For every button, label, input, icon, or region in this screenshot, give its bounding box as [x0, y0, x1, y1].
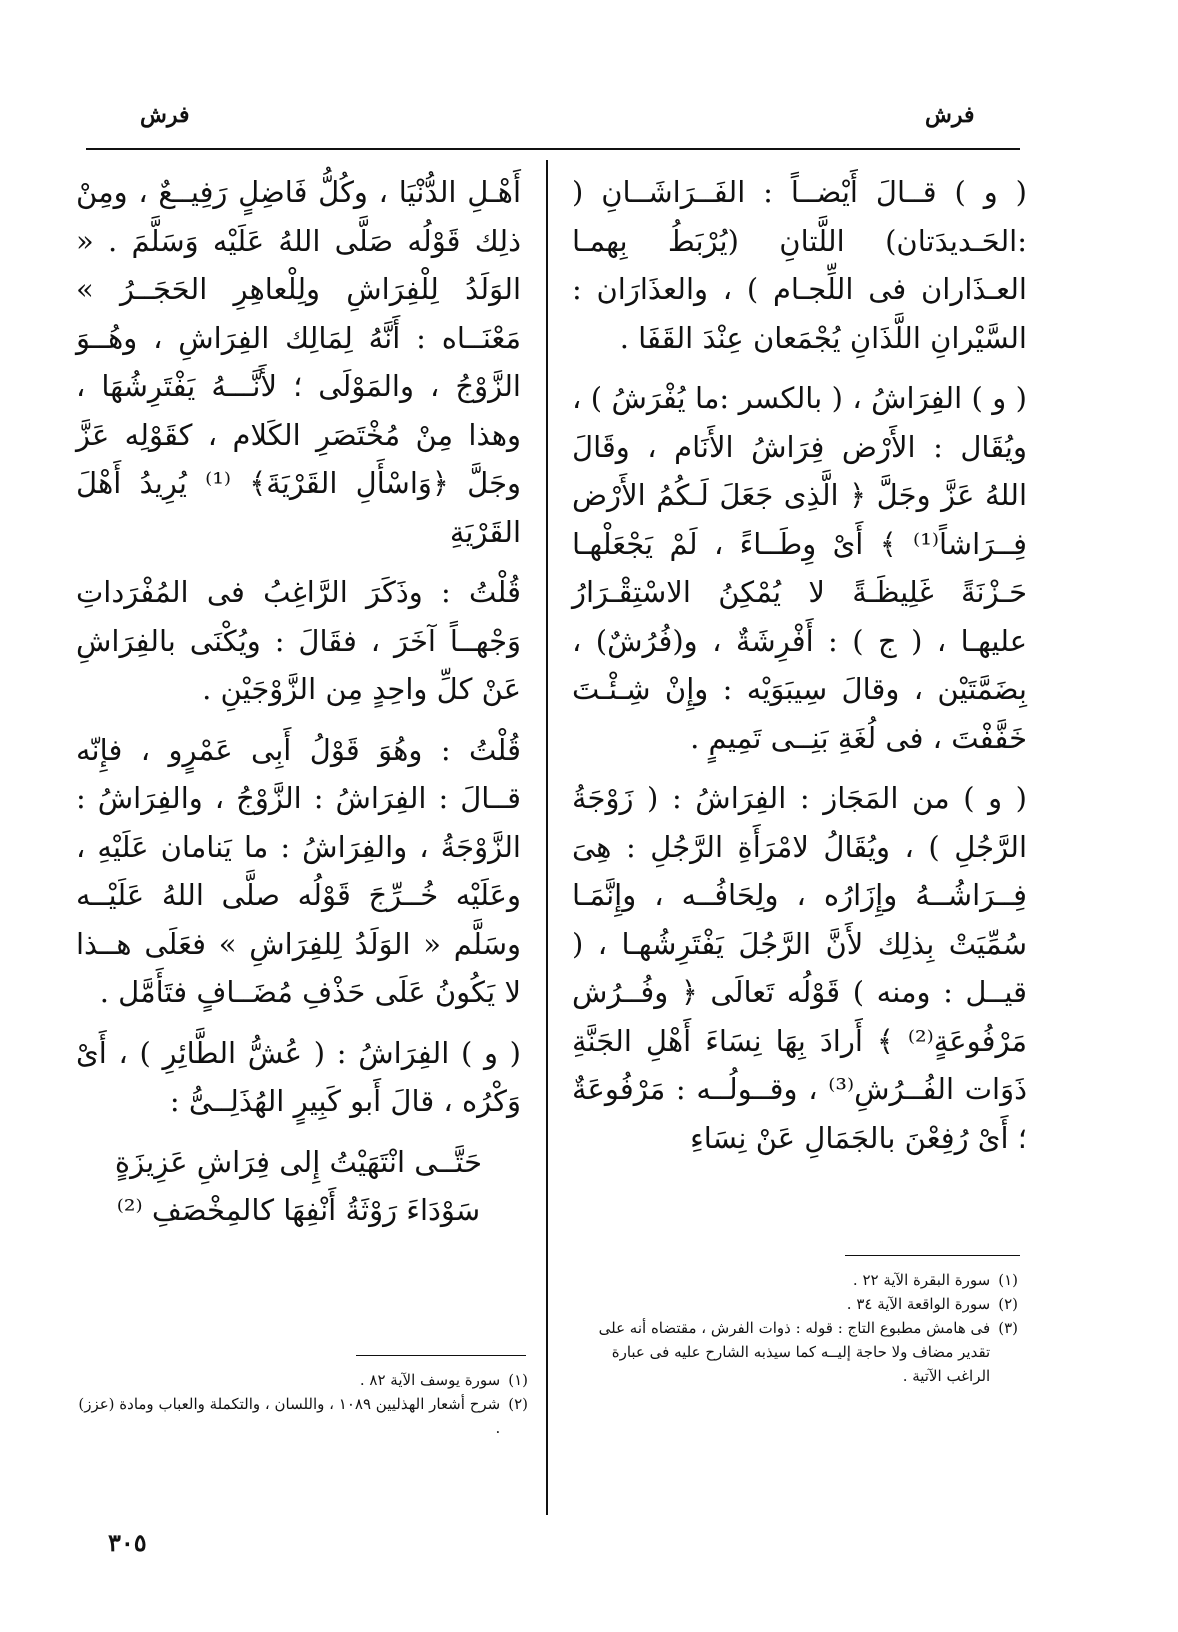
paragraph: ( و ) قــالَ أَيْضــاً : الفَــرَاشَــانِ ( :الحَـديدَتان) اللَّتانِ (يُرْبَطُ بِهمـا العـذَاران فى اللِّجـام ) ، والعذَارَان : السَّيْرانِ اللَّذَانِ يُجْمَعان عِنْدَ القَفَا .: [572, 175, 1027, 355]
footnote: [78, 1392, 528, 1440]
paragraph: ( و ) الفِرَاشُ : ( عُشُّ الطَّائِرِ ) ، أَىْ وَكْرُه ، قالَ أَبو كَبِيرٍ الهُذَلِــىُّ :: [76, 1035, 521, 1118]
running-head-right: فرش: [925, 102, 975, 128]
page-number: ٣٠٥: [108, 1528, 147, 1557]
footnote: [578, 1316, 1018, 1388]
running-head-left: فرش: [140, 102, 190, 128]
footnote-rule-left: [356, 1355, 526, 1356]
footnote-text: فى هامش مطبوع التاج : قوله : ذوات الفرش ، مقتضاه أنه على تقدير مضاف ولا حاجة إليــه كما سيذبه الشارح عليه فى عبارة الراغب الآتية .: [598, 1319, 991, 1385]
paragraph: قُلْتُ : وهُوَ قَوْلُ أَبِى عَمْرٍو ، فإِنّه قــالَ : الفِرَاشُ : الزَّوْجُ ، والفِرَاشُ : الزَّوْجَةُ ، والفِرَاشُ : ما يَنامان عَلَيْهِ ، وعَلَيْه خُــرِّجَ قَوْلُه صلَّى اللهُ عَلَيْــه وسَلَّم « الوَلَدُ لِلفِرَاشِ » فعَلَى هــذا لا يَكُونُ عَلَى حَذْفِ مُضَــافٍ فتَأَمَّل .: [76, 732, 521, 1009]
paragraph: قُلْتُ : وذَكَرَ الرَّاغِبُ فى المُفْرَداتِ وَجْهــاً آخَرَ ، فقَالَ : ويُكْنَى بالفِرَاشِ عَنْ كلِّ واحِدٍ مِن الزَّوْجَيْنِ .: [76, 575, 521, 706]
footnote-number: (١): [998, 1271, 1018, 1289]
paragraph: أَهْـلِ الدُّنْيَا ، وكُلُّ فَاضِلٍ رَفِيــعٌ ، ومِنْ ذلِك قَوْلُه صَلَّى اللهُ عَلَيْه وَسَلَّمَ . « الوَلَدُ لِلْفِرَاشِ ولِلْعاهِرِ الحَجَــرُ » مَعْنَــاه : أَنَّهُ لِمَالِك الفِرَاشِ ، وهُــوَ الزَّوْجُ ، والمَوْلَى ؛ لأَنَّـــهُ يَفْتَرِشُهَا ، وهذا مِنْ مُخْتَصَرِ الكَلام ، كقَوْلِه عَزَّ وجَلَّ ﴿وَاسْأَلِ القَرْيَةَ﴾ ⁽¹⁾ يُرِيدُ أَهْلَ القَرْيَةِ: [76, 175, 521, 549]
paragraph: ( و ) الفِرَاشُ ، ( بالكسر :ما يُفْرَشُ ) ، ويُقَال : الأَرْض فِرَاشُ الأَنَام ، وقَالَ اللهُ عَزَّ وجَلَّ ﴿ الَّذِى جَعَلَ لَـكُمُ الأَرْض فِــرَاشاً⁽¹⁾ ﴾ أَىْ وِطَــاءً ، لَمْ يَجْعَلْهـا حَـزْنَةً غَلِيظَـةً لا يُمْكِنُ الاسْتِقْـرَارُ عليهـا ، ( ج ) : أَفْرِشَةٌ ، و(فُرُشٌ) ، بِضَمَّتَيْن ، وقالَ سِيبَوَيْه : وإِنْ شِـئْـتَ خَفَّفْتَ ، فى لُغَةِ بَنِــى تَمِيمٍ .: [572, 381, 1027, 755]
poem-line: حَتَّــى انْتَهَيْتُ إِلى فِرَاشِ عَزِيزَةٍ: [114, 1144, 483, 1179]
left-column: [76, 168, 521, 1235]
footnote-number: (٣): [998, 1319, 1018, 1337]
footnotes-right: [578, 1268, 1018, 1388]
right-column: [572, 168, 1027, 1174]
footnote-text: شرح أشعار الهذليين ١٠٨٩ ، واللسان ، والتكملة والعباب ومادة (عزز) .: [78, 1395, 501, 1437]
paragraph: ( و ) من المَجَاز : الفِرَاشُ : ( زَوْجَةُ الرَّجُلِ ) ، ويُقَالُ لامْرَأَةِ الرَّجُلِ : هِىَ فِــرَاشُــهُ وإِزَارُه ، ولِحَافُــه ، وإِنَّمَـا سُمِّيَتْ بِذلِك لأَنَّ الرَّجُلَ يَفْتَرِشُهـا ، ( قيــل : ومنه ) قَوْلُه تَعالَى ﴿ وفُــرُش مَرْفُوعَةٍ⁽²⁾ ﴾ أَرادَ بِهَا نِسَاءَ أَهْلِ الجَنَّةِ ذَوَات الفُــرُشِ⁽³⁾ ، وقــولُــه : مَرْفُوعَةٌ ؛ أَىْ رُفِعْنَ بالجَمَالِ عَنْ نِسَاءِ: [572, 781, 1027, 1155]
footnote: [578, 1292, 1018, 1316]
poem: [76, 1138, 521, 1235]
footnote: [78, 1368, 528, 1392]
footnote: [578, 1268, 1018, 1292]
footnote-text: سورة الواقعة الآية ٣٤ .: [846, 1295, 991, 1313]
poem-line: سَوْدَاءَ رَوْثَةُ أَنْفِهَا كالمِخْصَفِ ⁽²⁾: [116, 1193, 481, 1227]
footnote-text: سورة البقرة الآية ٢٢ .: [852, 1271, 991, 1289]
footnote-rule-right: [845, 1255, 1020, 1256]
footnote-number: (٢): [998, 1295, 1018, 1313]
footnote-number: (١): [508, 1371, 528, 1389]
column-divider: [546, 160, 548, 1515]
footnote-text: سورة يوسف الآية ٨٢ .: [359, 1371, 501, 1389]
header-rule: [86, 148, 1020, 150]
footnotes-left: [78, 1368, 528, 1440]
footnote-number: (٢): [508, 1395, 528, 1413]
